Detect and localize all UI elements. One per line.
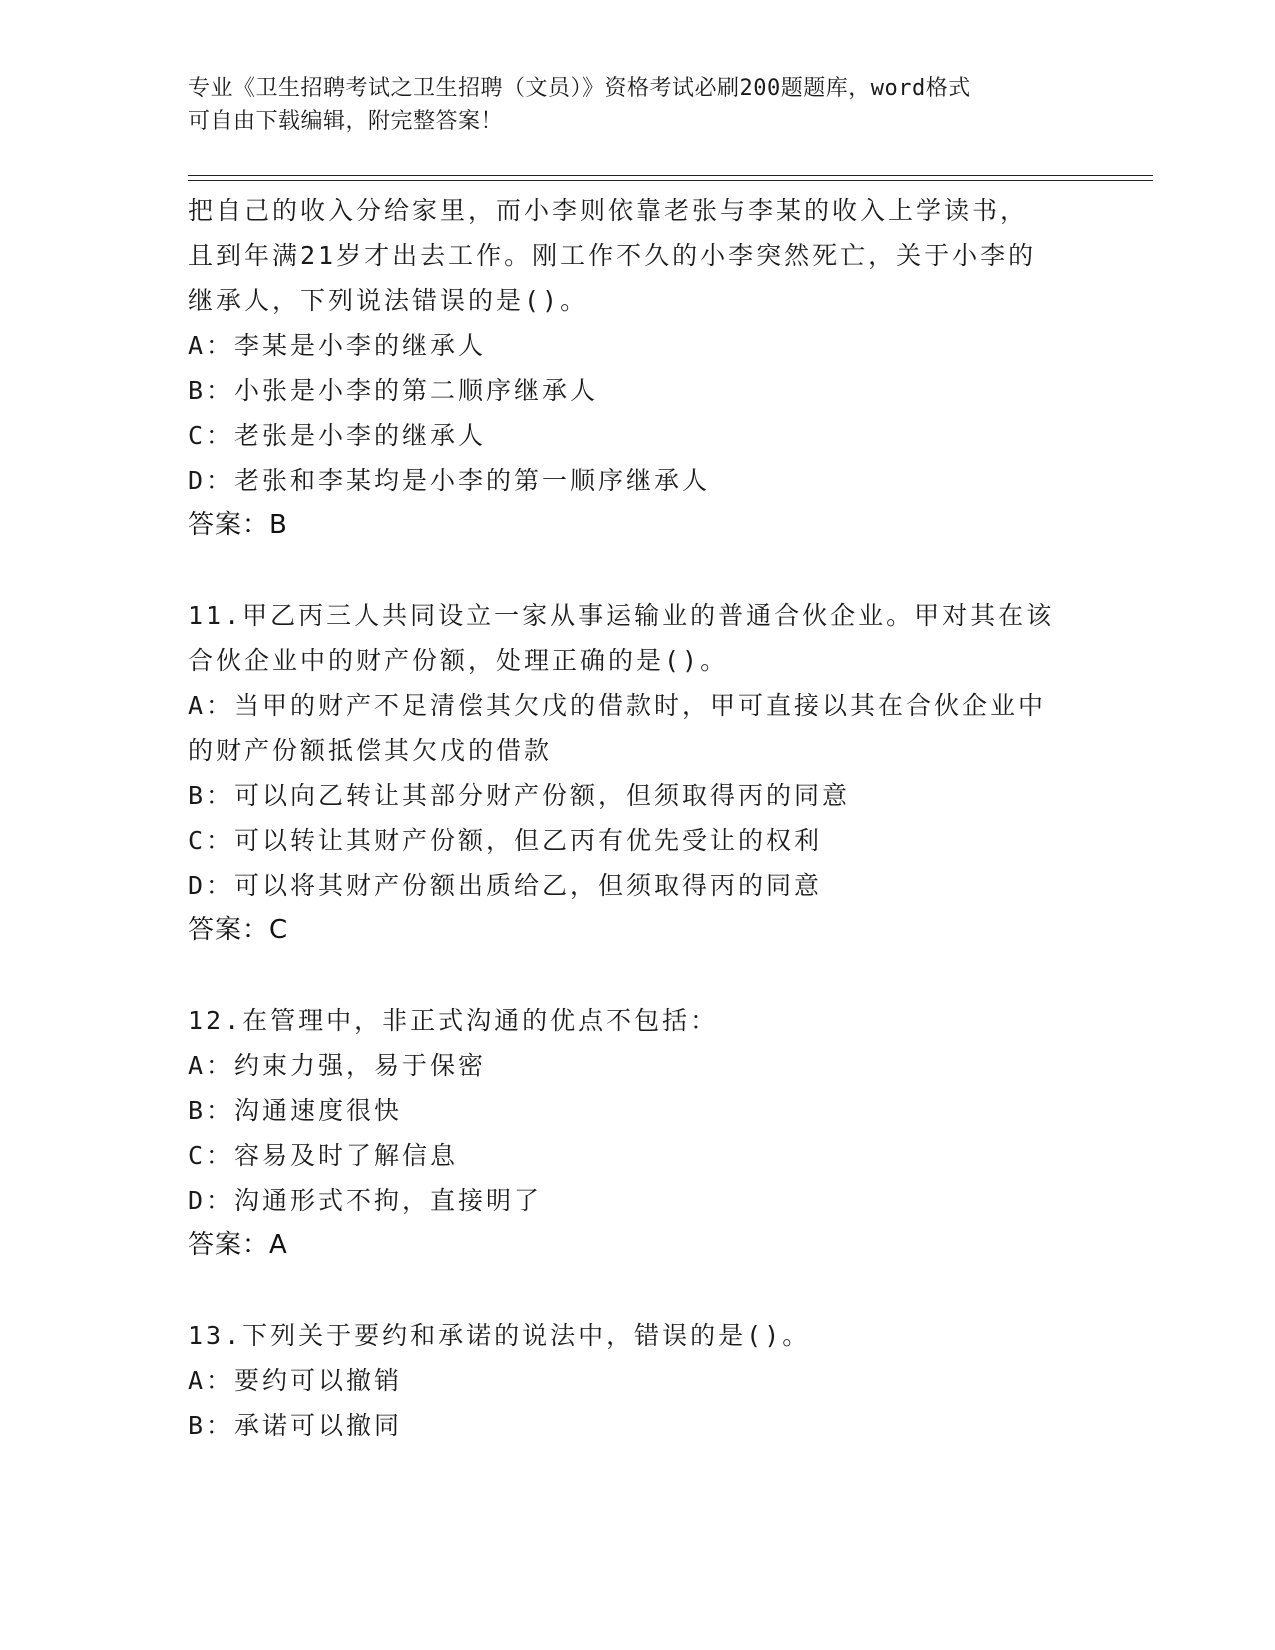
option-b: B：沟通速度很快 bbox=[188, 1096, 403, 1125]
header-title-line-1: 专业《卫生招聘考试之卫生招聘（文员）》资格考试必刷200题题库，word格式 bbox=[188, 76, 971, 101]
option-b: B：承诺可以撤同 bbox=[188, 1411, 403, 1440]
question-stem-line: 且到年满21岁才出去工作。刚工作不久的小李突然死亡，关于小李的 bbox=[188, 241, 1037, 270]
spacer bbox=[188, 548, 1148, 593]
question-12 bbox=[188, 998, 1148, 1268]
question-stem-line: 13.下列关于要约和承诺的说法中，错误的是()。 bbox=[188, 1321, 811, 1350]
question-list bbox=[188, 188, 1148, 1448]
question-stem-line: 把自己的收入分给家里，而小李则依靠老张与李某的收入上学读书， bbox=[188, 196, 1029, 225]
answer-line: 答案：B bbox=[188, 510, 288, 540]
option-b: B：可以向乙转让其部分财产份额，但须取得丙的同意 bbox=[188, 781, 851, 810]
option-b: B：小张是小李的第二顺序继承人 bbox=[188, 376, 599, 405]
question-11 bbox=[188, 593, 1148, 953]
question-10 bbox=[188, 188, 1148, 548]
option-d: D：可以将其财产份额出质给乙，但须取得丙的同意 bbox=[188, 871, 823, 900]
answer-line: 答案：A bbox=[188, 1230, 288, 1260]
question-stem-line: 11.甲乙丙三人共同设立一家从事运输业的普通合伙企业。甲对其在该 bbox=[188, 601, 1055, 630]
option-c: C：老张是小李的继承人 bbox=[188, 421, 487, 450]
option-a: A：要约可以撤销 bbox=[188, 1366, 403, 1395]
header-divider-bottom bbox=[188, 180, 1153, 181]
question-stem-line: 继承人，下列说法错误的是()。 bbox=[188, 286, 589, 315]
spacer bbox=[188, 953, 1148, 998]
question-stem-line: 12.在管理中，非正式沟通的优点不包括： bbox=[188, 1006, 719, 1035]
question-13 bbox=[188, 1313, 1148, 1448]
header-title-line-2: 可自由下载编辑，附完整答案！ bbox=[188, 109, 504, 134]
option-c: C：容易及时了解信息 bbox=[188, 1141, 459, 1170]
question-stem-line: 合伙企业中的财产份额，处理正确的是()。 bbox=[188, 646, 729, 675]
answer-line: 答案：C bbox=[188, 915, 289, 945]
option-a: A：约束力强，易于保密 bbox=[188, 1051, 487, 1080]
option-c: C：可以转让其财产份额，但乙丙有优先受让的权利 bbox=[188, 826, 823, 855]
option-d: D：老张和李某均是小李的第一顺序继承人 bbox=[188, 466, 711, 495]
spacer bbox=[188, 1268, 1148, 1313]
option-a: A：当甲的财产不足清偿其欠戊的借款时，甲可直接以其在合伙企业中 bbox=[188, 691, 1047, 720]
header-divider-top bbox=[188, 175, 1153, 176]
option-a: A：李某是小李的继承人 bbox=[188, 331, 487, 360]
option-a-continued: 的财产份额抵偿其欠戊的借款 bbox=[188, 736, 553, 765]
document-header bbox=[188, 72, 1088, 138]
option-d: D：沟通形式不拘，直接明了 bbox=[188, 1186, 543, 1215]
